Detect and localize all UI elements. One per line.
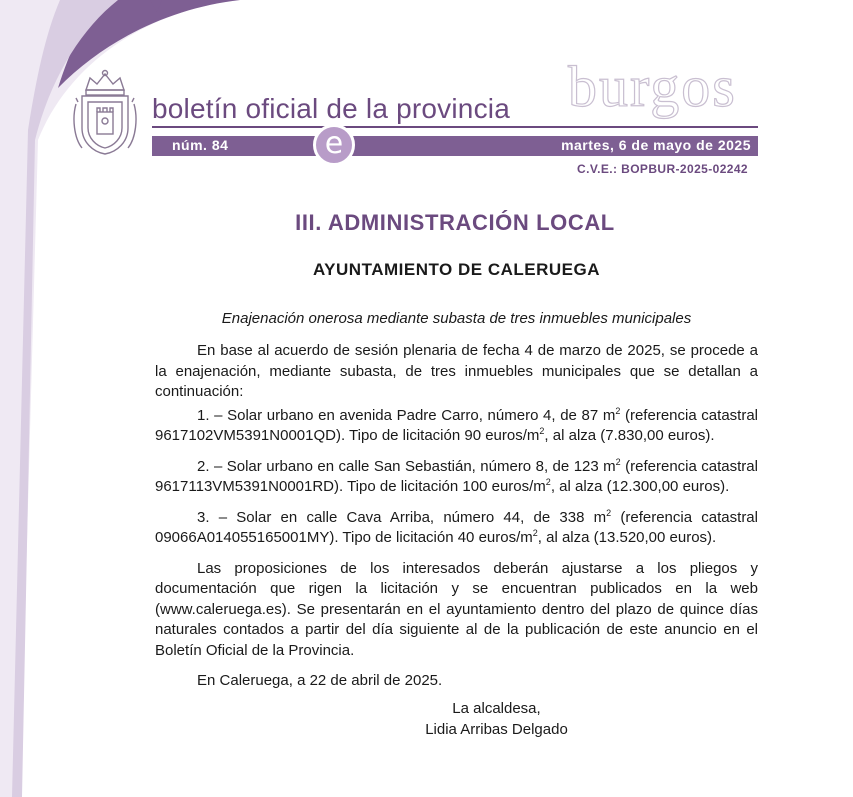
issue-date: martes, 6 de mayo de 2025 <box>561 137 751 153</box>
property-item-text: , al alza (7.830,00 euros). <box>544 427 715 444</box>
property-item-3 <box>155 508 758 549</box>
superscript: 2 <box>606 507 612 518</box>
property-item-2 <box>155 457 758 498</box>
property-item-text: (referencia catastral 09066A014055165001MY). Tipo de licitación 40 euros/m <box>155 508 758 546</box>
superscript: 2 <box>615 405 621 416</box>
property-item-text: , al alza (13.520,00 euros). <box>537 529 717 546</box>
place-date: En Caleruega, a 22 de abril de 2025. <box>197 672 443 689</box>
organization-heading: AYUNTAMIENTO DE CALERUEGA <box>312 260 601 279</box>
intro-paragraph: En base al acuerdo de sesión plenaria de fecha 4 de marzo de 2025, se procede a la enajenación, mediante subasta, de tres inmuebles municipales que se detallan a continuación: <box>155 342 758 400</box>
superscript: 2 <box>532 528 538 538</box>
header-rule <box>152 126 758 128</box>
city-wordmark: burgos <box>568 54 737 119</box>
signer-name: Lidia Arribas Delgado <box>425 720 568 738</box>
property-item-text: (referencia catastral 9617102VM5391N0001QD). Tipo de licitación 90 euros/m <box>155 406 758 444</box>
subject-line: Enajenación onerosa mediante subasta de tres inmuebles municipales <box>221 309 692 327</box>
e-badge-icon: e <box>313 124 355 166</box>
cve-code: C.V.E.: BOPBUR-2025-02242 <box>577 162 748 176</box>
superscript: 2 <box>539 426 545 436</box>
property-item-text: 1. – Solar urbano en avenida Padre Carro, número 4, de 87 m <box>197 406 616 424</box>
superscript: 2 <box>615 456 621 467</box>
coat-of-arms-icon <box>72 68 138 158</box>
property-item-text: (referencia catastral 9617113VM5391N0001RD). Tipo de licitación 100 euros/m <box>155 457 758 495</box>
signer-role: La alcaldesa, <box>452 699 541 717</box>
property-item-text: 2. – Solar urbano en calle San Sebastián, número 8, de 123 m <box>197 457 616 475</box>
superscript: 2 <box>545 477 551 487</box>
document-body <box>155 260 758 740</box>
proposals-paragraph: Las proposiciones de los interesados deberán ajustarse a los pliegos y documentación que rigen la licitación y se encuentran publicados en la web (www.caleruega.es). Se presentarán en el ayuntamiento dentro del plazo de quince días naturales contados a partir del día siguiente al de la publicación de este anuncio en el Boletín Oficial de la Provincia. <box>155 559 758 659</box>
issue-number: núm. 84 <box>172 137 229 153</box>
property-item-text: , al alza (12.300,00 euros). <box>550 478 730 495</box>
publication-title: boletín oficial de la provincia <box>152 93 510 124</box>
property-item-text: 3. – Solar en calle Cava Arriba, número 44, de 338 m <box>197 508 607 526</box>
section-heading: III. ADMINISTRACIÓN LOCAL <box>295 210 615 235</box>
property-item-1 <box>155 406 758 447</box>
